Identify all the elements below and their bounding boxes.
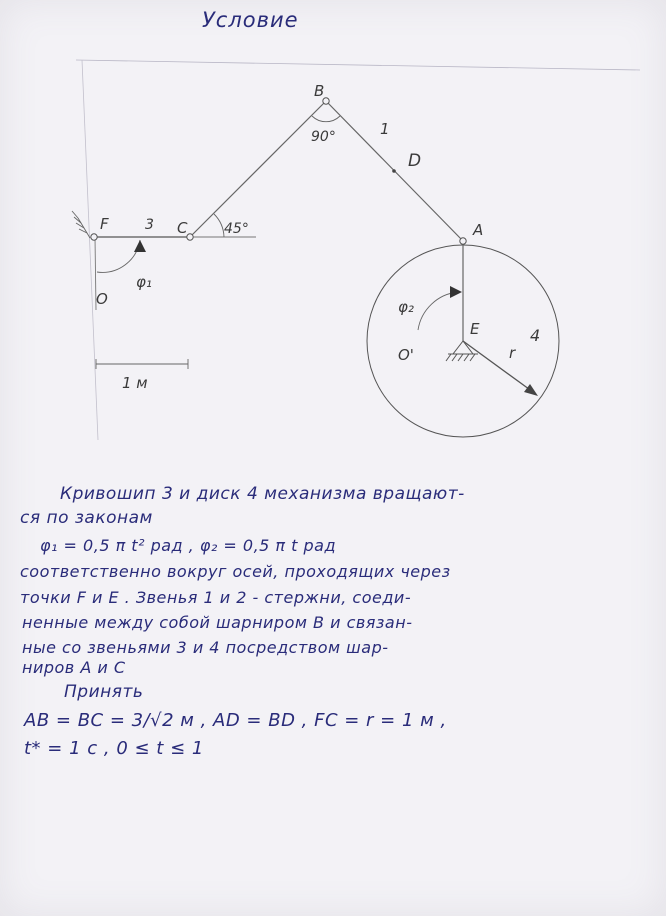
radius-r	[463, 341, 533, 392]
label-e: E	[470, 320, 480, 338]
label-a: A	[473, 221, 484, 239]
given-line-1: AB = BC = 3/√2 м , AD = BD , FC = r = 1 м ,	[24, 710, 447, 731]
support-e	[446, 341, 478, 361]
statement-line-8: ниров A и C	[22, 658, 126, 677]
joint-f	[91, 234, 97, 240]
label-r: r	[509, 344, 516, 362]
label-phi1: φ₁	[136, 273, 152, 291]
label-link-4: 4	[530, 326, 541, 345]
radius-arrowhead	[524, 384, 538, 396]
wall-support-f	[72, 211, 90, 238]
angle-arc-b	[312, 116, 340, 122]
statement-line-3: φ₁ = 0,5 π t² рад , φ₂ = 0,5 π t рад	[40, 536, 337, 555]
joint-c	[187, 234, 193, 240]
label-angle-c: 45°	[224, 221, 249, 237]
label-c: C	[177, 219, 188, 237]
statement-line-1: Кривошип 3 и диск 4 механизма вращают-	[60, 484, 465, 504]
arrow-phi1	[134, 240, 146, 252]
label-scale: 1 м	[122, 374, 148, 392]
link-bc	[190, 101, 326, 237]
label-o-prime: O'	[398, 346, 414, 364]
given-line-2: t* = 1 с , 0 ≤ t ≤ 1	[24, 738, 204, 759]
label-angle-b: 90°	[311, 129, 336, 145]
scale-bar	[96, 359, 188, 369]
label-f: F	[100, 215, 109, 233]
margin-line-top	[76, 60, 640, 70]
label-b: B	[314, 82, 325, 100]
label-link-3: 3	[145, 217, 154, 233]
angle-arc-phi1	[97, 240, 140, 272]
statement-line-5: точки F и E . Звенья 1 и 2 - стержни, соеди-	[20, 588, 412, 607]
label-o: O	[96, 290, 108, 308]
statement-line-4: соответственно вокруг осей, проходящих через	[20, 562, 451, 581]
page-title: Условие	[202, 8, 299, 32]
statement-line-6: ненные между собой шарниром B и связан-	[22, 613, 413, 632]
statement-line-2: ся по законам	[20, 508, 153, 528]
accept-heading: Принять	[64, 682, 144, 702]
statement-line-7: ные со звеньями 3 и 4 посредством шар-	[22, 638, 389, 657]
arrow-phi2	[450, 286, 462, 298]
joint-a	[460, 238, 466, 244]
point-d	[392, 169, 396, 173]
angle-arc-c	[214, 214, 224, 237]
label-phi2: φ₂	[398, 298, 414, 316]
label-link-1: 1	[380, 120, 390, 138]
angle-arc-phi2	[418, 292, 458, 330]
label-d: D	[408, 151, 422, 171]
